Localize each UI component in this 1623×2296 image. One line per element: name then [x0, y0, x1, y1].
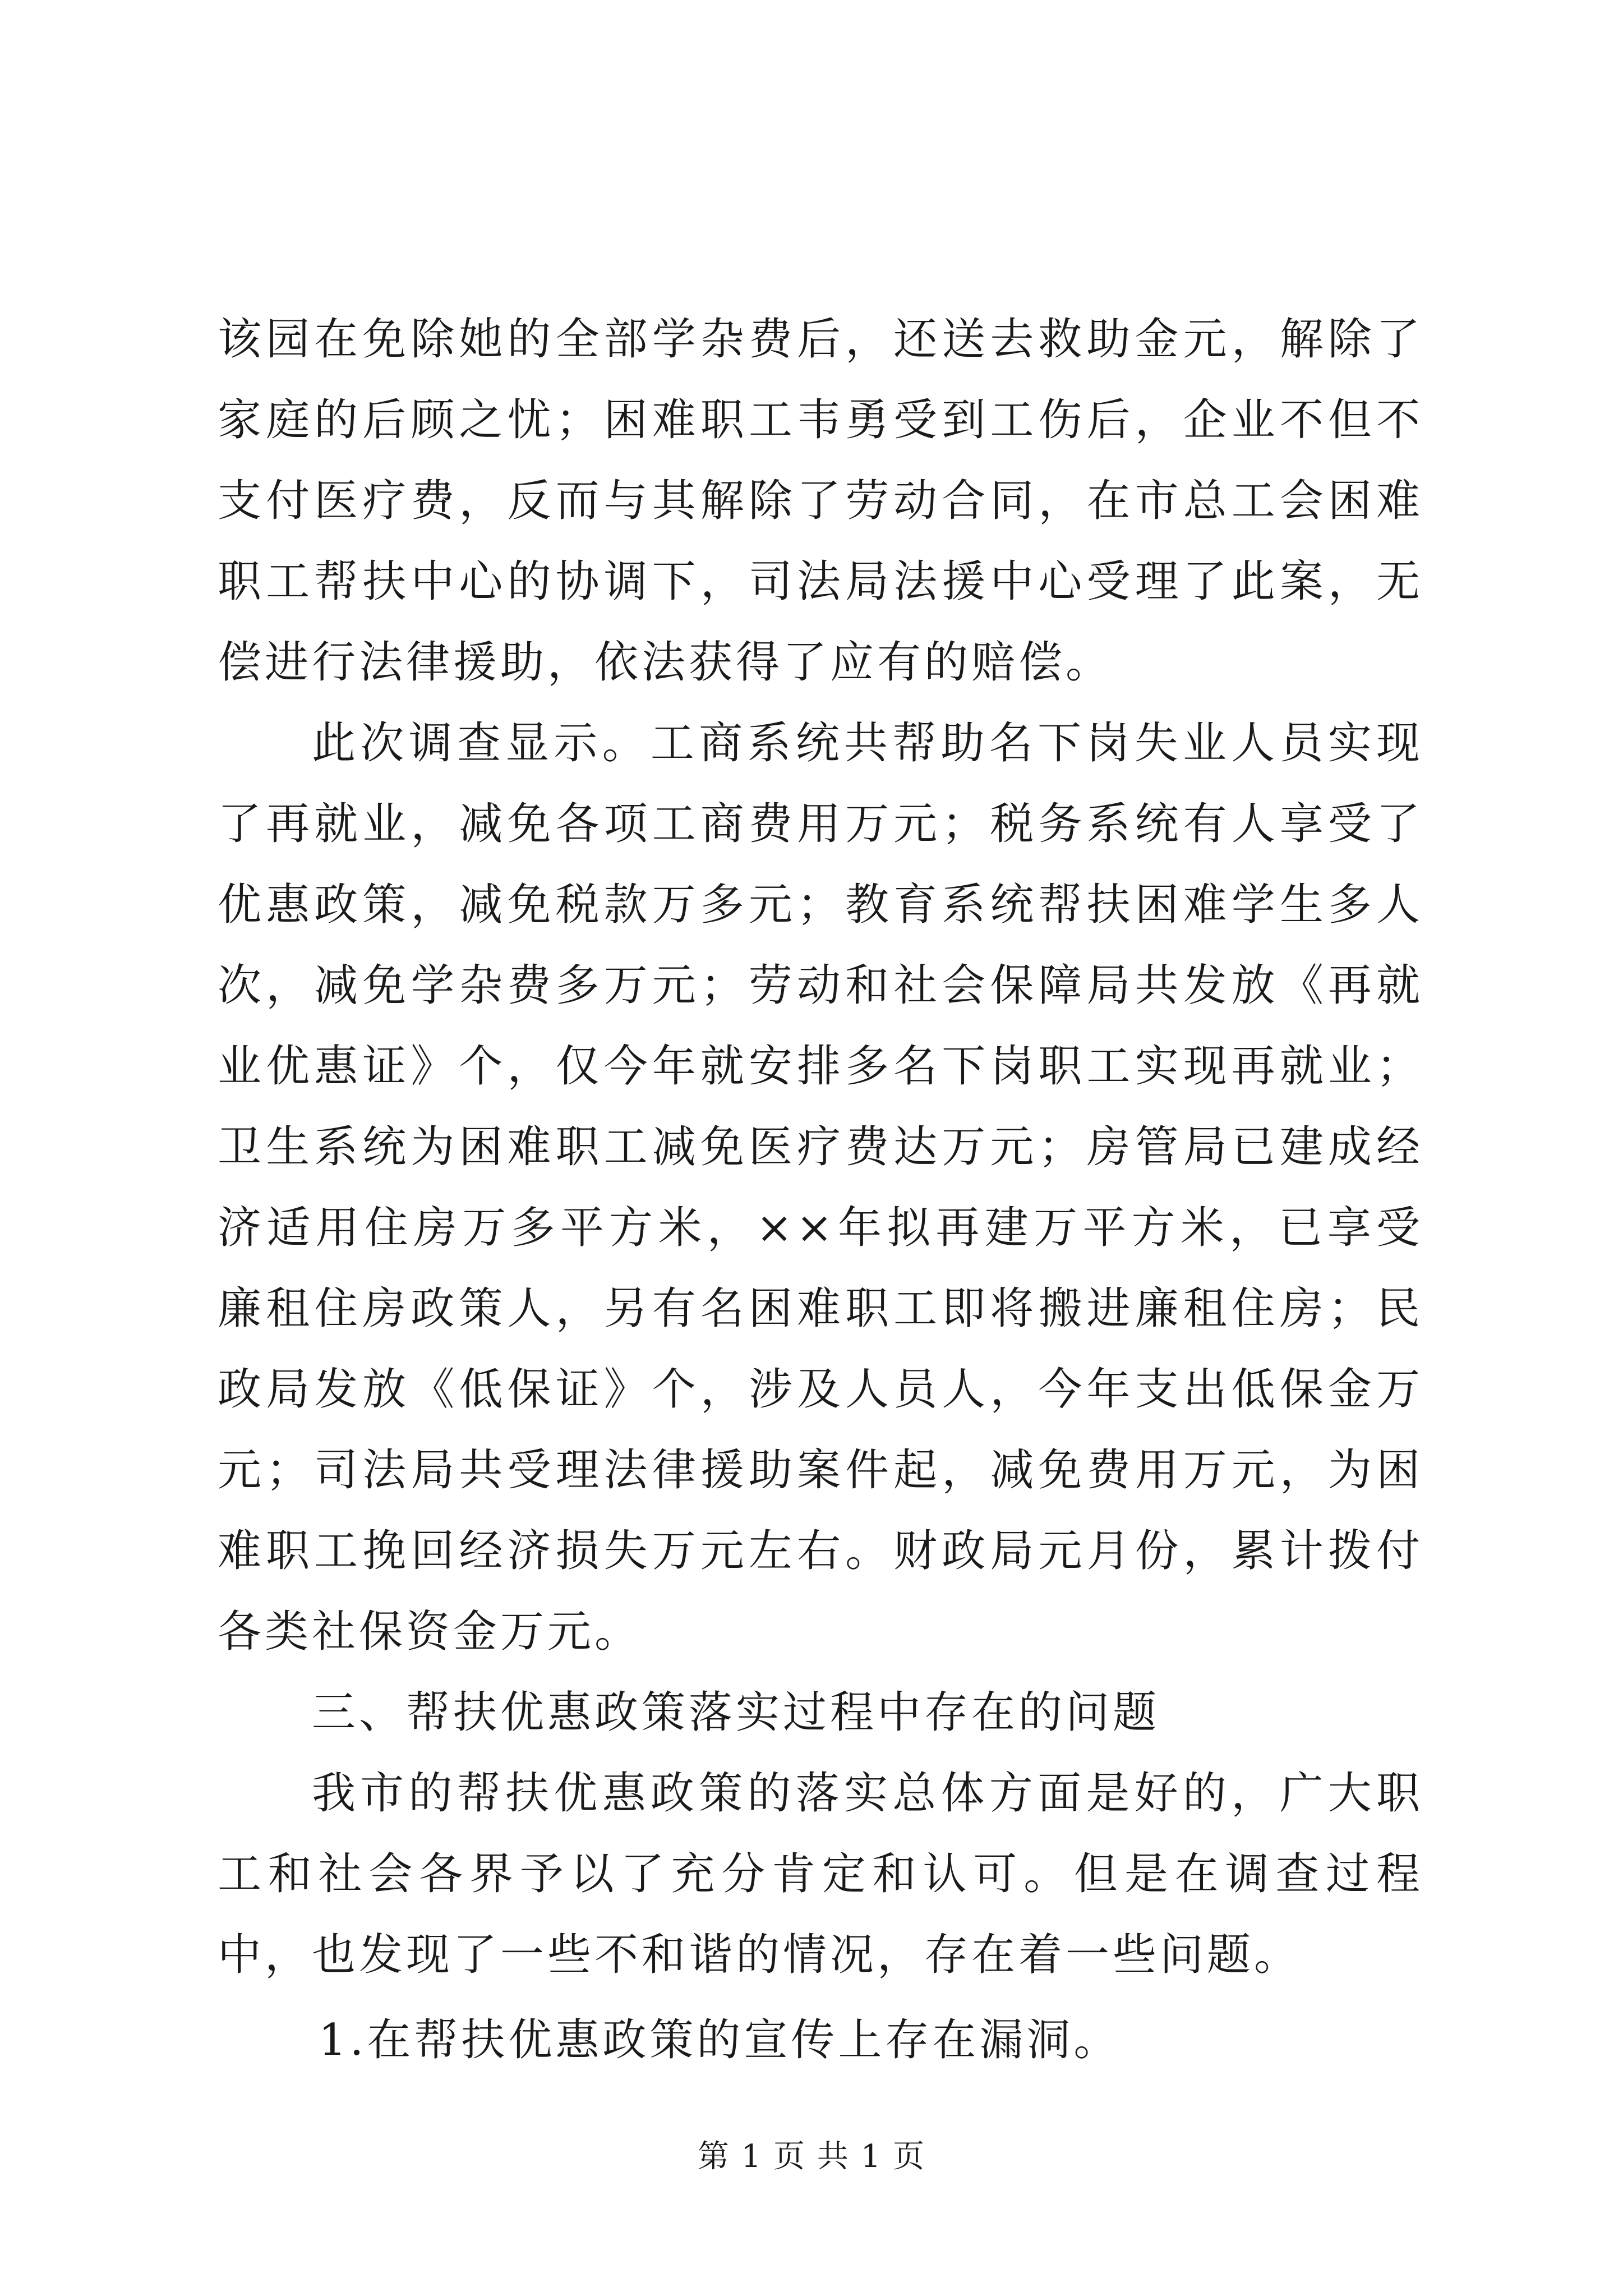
section-heading-problems: 三、帮扶优惠政策落实过程中存在的问题 — [312, 1687, 1160, 1738]
paragraph-survey-results: 此次调查显示。工商系统共帮助名下岗失业人员实现了再就业，减免各项工商费用万元；税务系统有人享受了优惠政策，减免税款万多元；教育系统帮扶困难学生多人次，减免学杂费多万元；劳动和社会保障局共发放《再就业优惠证》个，仅今年就安排多名下岗职工实现再就业；卫生系统为困难职工减免医疗费达万元；房管局已建成经济适用住房万多平方米，××年拟再建万平方米，已享受廉租住房政策人，另有名困难职工即将搬进廉租住房；民政局发放《低保证》个，涉及人员人，今年支出低保金万元；司法局共受理法律援助案件起，减免费用万元，为困难职工挽回经济损失万元左右。财政局元月份，累计拨付各类社保资金万元。 — [218, 718, 1423, 1657]
page-footer: 第 1 页 共 1 页 — [697, 2138, 926, 2175]
paragraph-problems-intro: 我市的帮扶优惠政策的落实总体方面是好的，广大职工和社会各界予以了充分肯定和认可。但是在调查过程中，也发现了一些不和谐的情况，存在着一些问题。 — [218, 1768, 1423, 1980]
document-body — [218, 299, 1423, 2081]
list-item-publicity-gap: 1.在帮扶优惠政策的宣传上存在漏洞。 — [319, 2015, 1121, 2065]
paragraph-case-details: 该园在免除她的全部学杂费后，还送去救助金元，解除了家庭的后顾之忧；困难职工韦勇受到工伤后，企业不但不支付医疗费，反而与其解除了劳动合同，在市总工会困难职工帮扶中心的协调下，司法局法援中心受理了此案，无偿进行法律援助，依法获得了应有的赔偿。 — [218, 314, 1423, 688]
